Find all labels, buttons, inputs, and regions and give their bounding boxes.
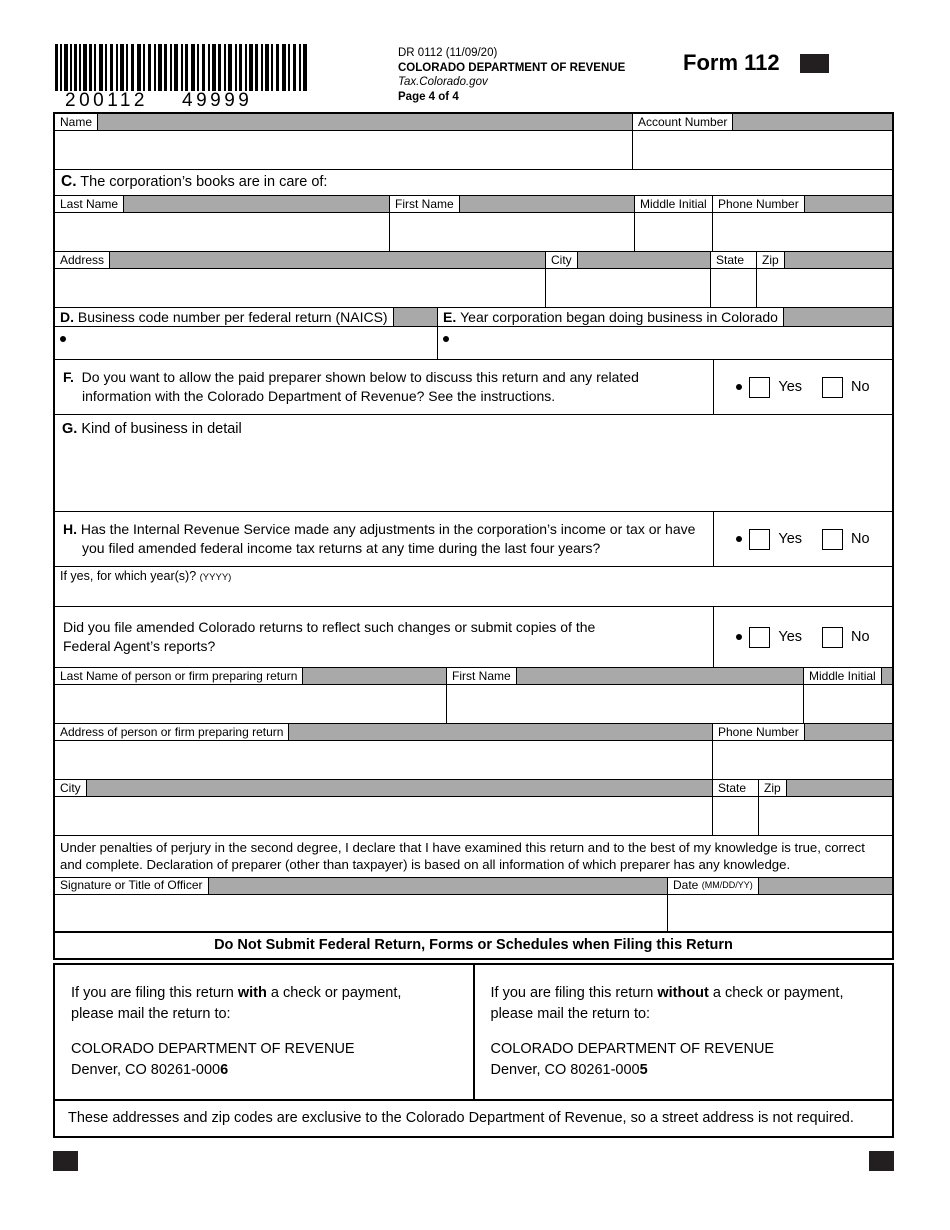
amended-question-row — [55, 607, 892, 668]
declaration-row — [55, 836, 892, 878]
date-label-box — [668, 878, 759, 894]
registration-mark-bottom-right — [869, 1151, 894, 1171]
agency-name: COLORADO DEPARTMENT OF REVENUE — [398, 61, 626, 74]
section-h-no-label: No — [851, 531, 870, 547]
section-f-no-checkbox[interactable] — [822, 377, 843, 398]
name-entry-row — [55, 131, 892, 170]
section-c-text: The corporation’s books are in care of: — [80, 174, 328, 190]
care-of-city-label: City — [546, 252, 578, 268]
name-label: Name — [55, 114, 98, 130]
care-of-address-fill — [110, 252, 545, 268]
section-h-answer — [714, 512, 892, 566]
section-e-letter: E. — [443, 308, 457, 325]
preparer-address-label: Address of person or firm preparing return — [55, 724, 289, 740]
section-h-years-input[interactable] — [55, 567, 892, 606]
section-f-row — [55, 360, 892, 415]
signature-label-row — [55, 878, 892, 895]
care-of-city-input[interactable] — [546, 269, 711, 307]
form-number: DR 0112 (11/09/20) — [398, 47, 498, 59]
mailing-without-line1-bold: without — [657, 985, 709, 1001]
preparer-name-entry-row — [55, 685, 892, 724]
mailing-instructions-box — [53, 963, 894, 1138]
preparer-address-input[interactable] — [55, 741, 713, 779]
preparer-zip-fill — [787, 780, 892, 796]
section-d-fill — [394, 308, 437, 326]
section-e-input[interactable] — [438, 327, 892, 359]
preparer-state-label: State — [713, 780, 751, 796]
care-of-phone-input[interactable] — [713, 213, 892, 251]
mailing-without-addr2 — [491, 1060, 893, 1081]
preparer-zip-label: Zip — [759, 780, 787, 796]
declaration-text — [55, 836, 892, 877]
section-h-letter: H. — [63, 521, 77, 537]
section-g-input[interactable] — [55, 415, 892, 511]
amended-yes-label: Yes — [778, 629, 803, 645]
signature-entry-row — [55, 895, 892, 933]
form-meta — [398, 46, 625, 105]
section-h-yes-label: Yes — [778, 531, 803, 547]
name-label-row — [55, 114, 892, 131]
mailing-without-addr2-a: Denver, CO 80261-000 — [490, 1062, 640, 1079]
mailing-without-line1-a: If you are filing this return — [490, 985, 658, 1001]
section-e-label — [438, 308, 784, 326]
preparer-phone-fill — [805, 724, 892, 740]
section-f-letter: F. — [63, 369, 74, 385]
bullet-marker-icon — [443, 336, 449, 342]
section-h-years-label: If yes, for which year(s)? — [60, 569, 197, 583]
preparer-last-name-label: Last Name of person or firm preparing return — [55, 668, 303, 684]
mailing-with-addr2-a: Denver, CO 80261-000 — [71, 1062, 221, 1079]
preparer-first-name-label: First Name — [447, 668, 517, 684]
care-of-last-name-label: Last Name — [55, 196, 124, 212]
section-e-fill — [784, 308, 892, 326]
signature-fill — [209, 878, 667, 894]
declaration-line2: correct and complete. Declaration of preparer (other than taxpayer) is based on all information of which preparer has any knowledge. — [60, 840, 865, 873]
mailing-with-line1-bold: with — [237, 985, 267, 1001]
preparer-address-entry-row — [55, 741, 892, 780]
amended-question-answer — [714, 607, 892, 667]
registration-mark-top-right — [800, 54, 829, 73]
mailing-without-addr2-bold: 5 — [639, 1062, 648, 1079]
preparer-middle-initial-input[interactable] — [804, 685, 892, 723]
care-of-last-name-fill — [124, 196, 389, 212]
barcode-image — [55, 44, 311, 91]
account-number-input[interactable] — [633, 131, 892, 169]
preparer-last-name-fill — [303, 668, 446, 684]
section-h-years-format: (YYYY) — [199, 572, 232, 583]
section-e-text: Year corporation began doing business in Colorado — [460, 308, 778, 325]
account-number-label: Account Number — [633, 114, 733, 130]
section-h-question — [55, 512, 714, 566]
amended-question-line1: Did you file amended Colorado returns to reflect such changes or submit copies of the — [63, 619, 596, 635]
section-g-row — [55, 415, 892, 512]
preparer-first-name-input[interactable] — [447, 685, 804, 723]
care-of-first-name-fill — [460, 196, 634, 212]
mailing-without-payment — [475, 965, 893, 1099]
bullet-marker-icon — [736, 634, 742, 640]
section-d-label — [55, 308, 394, 326]
preparer-city-label: City — [55, 780, 87, 796]
mailing-with-line2: please mail the return to: — [71, 1006, 231, 1023]
section-d-letter: D. — [60, 308, 74, 325]
section-h-years-row — [55, 567, 892, 607]
bullet-marker-icon — [736, 536, 742, 542]
mailing-without-addr1: COLORADO DEPARTMENT OF REVENUE — [490, 1041, 775, 1058]
date-label: Date — [673, 878, 699, 893]
signature-input[interactable] — [55, 895, 668, 931]
preparer-address-fill — [289, 724, 712, 740]
care-of-address-label-row — [55, 252, 892, 269]
mailing-without-line2: please mail the return to: — [490, 1006, 651, 1023]
section-f-question — [55, 360, 714, 414]
agency-website: Tax.Colorado.gov — [398, 76, 488, 89]
section-d-text: Business code number per federal return (NAICS) — [77, 308, 388, 325]
account-number-label-fill — [733, 114, 892, 130]
care-of-name-label-row — [55, 196, 892, 213]
page-header — [53, 44, 893, 110]
care-of-zip-input[interactable] — [757, 269, 892, 307]
care-of-first-name-label: First Name — [390, 196, 460, 212]
preparer-state-input[interactable] — [713, 797, 759, 835]
preparer-city-input[interactable] — [55, 797, 713, 835]
bullet-marker-icon — [60, 336, 66, 342]
amended-question-line2: Federal Agent’s reports? — [63, 637, 216, 654]
care-of-address-label: Address — [55, 252, 110, 268]
care-of-first-name-input[interactable] — [390, 213, 635, 251]
section-f-line2: information with the Colorado Department of Revenue? See the instructions. — [82, 387, 556, 404]
mailing-with-addr1: COLORADO DEPARTMENT OF REVENUE — [71, 1041, 355, 1058]
preparer-middle-initial-label: Middle Initial — [804, 668, 882, 684]
date-format: (MM/DD/YY) — [701, 880, 753, 891]
section-f-line1: Do you want to allow the paid preparer shown below to discuss this return and any related — [81, 369, 639, 385]
mailing-with-line1-b: a check or payment, — [266, 985, 402, 1001]
amended-no-label: No — [851, 629, 870, 645]
care-of-state-input[interactable] — [711, 269, 757, 307]
amended-yes-checkbox[interactable] — [749, 627, 770, 648]
preparer-last-name-input[interactable] — [55, 685, 447, 723]
page-indicator: Page 4 of 4 — [398, 91, 459, 104]
mailing-with-addr2-bold: 6 — [220, 1062, 229, 1079]
care-of-zip-fill — [785, 252, 892, 268]
preparer-zip-input[interactable] — [759, 797, 892, 835]
section-c-letter: C. — [61, 173, 77, 190]
declaration-line1: Under penalties of perjury in the second degree, I declare that I have examined this return and to the best of my knowledge is true, — [60, 840, 821, 855]
preparer-address-label-row — [55, 724, 892, 741]
mailing-without-line1 — [491, 983, 893, 1004]
preparer-phone-input[interactable] — [713, 741, 892, 779]
barcode-digits — [55, 90, 313, 112]
section-f-no-label: No — [851, 379, 870, 395]
preparer-city-entry-row — [55, 797, 892, 836]
barcode-digits-left: 200112 — [65, 90, 148, 111]
care-of-name-entry-row — [55, 213, 892, 252]
bullet-marker-icon — [736, 384, 742, 390]
section-de-entry-row — [55, 327, 892, 360]
signature-label: Signature or Title of Officer — [55, 878, 209, 894]
section-d-input[interactable] — [55, 327, 438, 359]
section-f-yes-checkbox[interactable] — [749, 377, 770, 398]
section-de-label-row — [55, 308, 892, 327]
footer-note-row — [55, 933, 892, 958]
care-of-phone-label: Phone Number — [713, 196, 805, 212]
form-title: Form 112 — [683, 50, 780, 75]
section-h-yes-checkbox[interactable] — [749, 529, 770, 550]
care-of-zip-label: Zip — [757, 252, 785, 268]
mailing-addresses-row — [55, 965, 892, 1101]
amended-no-checkbox[interactable] — [822, 627, 843, 648]
care-of-address-entry-row — [55, 269, 892, 308]
mailing-with-payment — [55, 965, 475, 1099]
preparer-phone-label: Phone Number — [713, 724, 805, 740]
care-of-city-fill — [578, 252, 710, 268]
section-h-line2: or have you filed amended federal income tax returns at any time during the last four years? — [82, 521, 696, 556]
do-not-submit-note: Do Not Submit Federal Return, Forms or Schedules when Filing this Return — [214, 936, 733, 953]
care-of-state-label: State — [711, 252, 749, 268]
preparer-city-label-row — [55, 780, 892, 797]
section-h-no-checkbox[interactable] — [822, 529, 843, 550]
preparer-middle-initial-fill — [882, 668, 892, 684]
mailing-note: These addresses and zip codes are exclusive to the Colorado Department of Revenue, so a street address is not required. — [68, 1110, 854, 1127]
name-label-fill — [98, 114, 632, 130]
section-c-heading — [55, 170, 892, 195]
section-f-yes-label: Yes — [778, 379, 803, 395]
mailing-with-line1 — [71, 983, 473, 1004]
preparer-name-label-row — [55, 668, 892, 685]
registration-mark-bottom-left — [53, 1151, 78, 1171]
mailing-with-line1-a: If you are filing this return — [71, 985, 238, 1001]
section-c-heading-row — [55, 170, 892, 196]
preparer-city-fill — [87, 780, 712, 796]
section-g-letter: G. — [62, 421, 78, 437]
section-h-row — [55, 512, 892, 567]
care-of-middle-initial-input[interactable] — [635, 213, 713, 251]
care-of-last-name-input[interactable] — [55, 213, 390, 251]
name-input[interactable] — [55, 131, 633, 169]
date-fill — [759, 878, 892, 894]
date-input[interactable] — [668, 895, 892, 931]
section-h-line1: Has the Internal Revenue Service made any adjustments in the corporation’s income or tax — [80, 521, 645, 537]
amended-question-text — [55, 607, 714, 667]
section-g-text: Kind of business in detail — [81, 421, 242, 437]
preparer-first-name-fill — [517, 668, 803, 684]
care-of-middle-initial-label: Middle Initial — [635, 196, 712, 212]
section-f-answer — [714, 360, 892, 414]
care-of-address-input[interactable] — [55, 269, 546, 307]
barcode-block — [55, 44, 313, 112]
form-body — [53, 112, 894, 960]
care-of-phone-fill — [805, 196, 892, 212]
mailing-without-line1-b: a check or payment, — [708, 985, 844, 1001]
mailing-with-addr2 — [71, 1060, 473, 1081]
barcode-digits-right: 49999 — [182, 90, 253, 111]
